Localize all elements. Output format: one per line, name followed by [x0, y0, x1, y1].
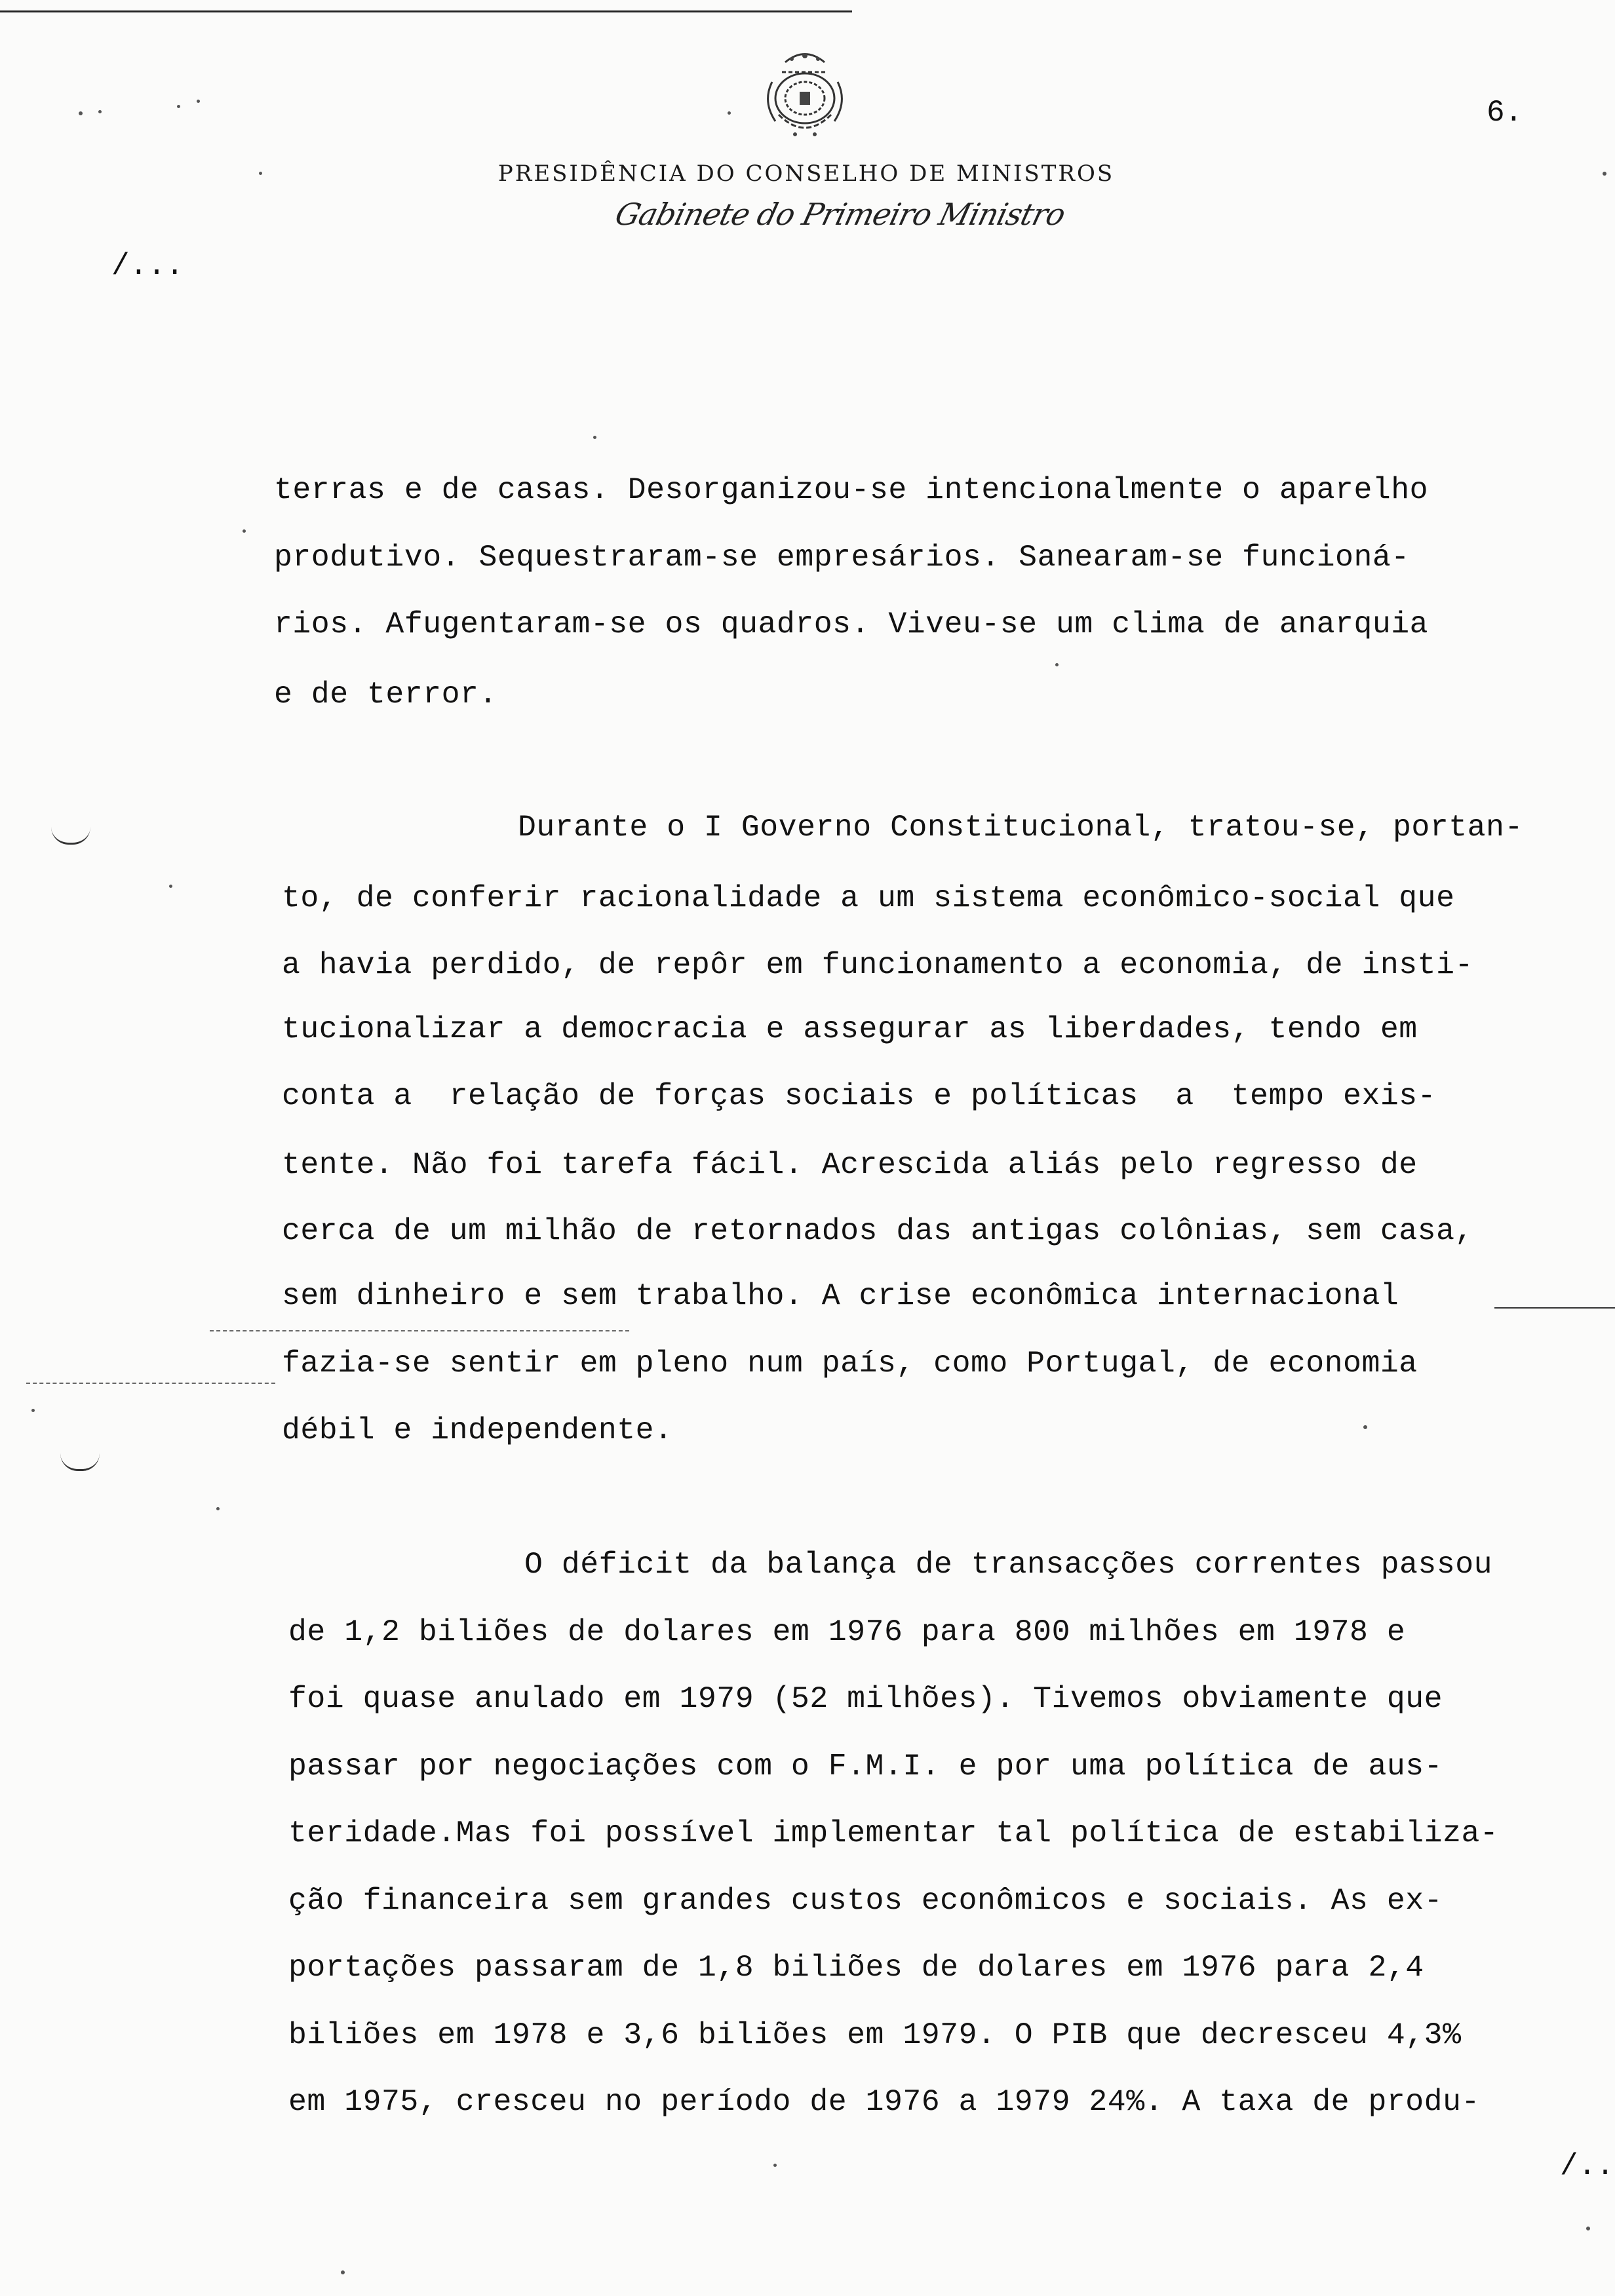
paragraph-3-line-4: passar por negociações com o F.M.I. e por uma política de aus- [288, 1749, 1443, 1784]
scan-speck [1055, 663, 1059, 666]
paragraph-2-line-4: tucionalizar a democracia e assegurar as liberdades, tendo em [282, 1012, 1418, 1046]
scan-artifact-line [26, 1383, 275, 1384]
paragraph-2-line-3: a havia perdido, de repôr em funcionamento a economia, de insti- [282, 947, 1473, 982]
scan-artifact-line [210, 1330, 629, 1331]
scan-speck [1603, 172, 1606, 176]
scan-speck [1363, 1425, 1367, 1429]
scan-speck [728, 111, 731, 115]
paragraph-2-line-5: conta a relação de forças sociais e políticas a tempo exis- [282, 1079, 1437, 1113]
scan-speck [169, 885, 172, 888]
scan-speck [593, 436, 596, 439]
paragraph-1-line-2: produtivo. Sequestraram-se empresários. Sanearam-se funcioná- [274, 540, 1410, 575]
margin-punch-mark [51, 827, 90, 845]
scan-speck [31, 1409, 35, 1412]
paragraph-3-line-2: de 1,2 biliões de dolares em 1976 para 800 milhões em 1978 e [288, 1615, 1406, 1649]
paragraph-2-line-1: Durante o I Governo Constitucional, tratou-se, portan- [518, 810, 1523, 845]
scan-speck [259, 172, 262, 175]
paragraph-3-line-6: ção financeira sem grandes custos econômicos e sociais. As ex- [288, 1883, 1443, 1918]
scan-speck [98, 110, 102, 113]
paragraph-2-line-7: cerca de um milhão de retornados das antigas colônias, sem casa, [282, 1214, 1473, 1248]
continuation-mark-top: /... [111, 249, 184, 283]
header-title: PRESIDÊNCIA DO CONSELHO DE MINISTROS [497, 161, 1115, 187]
scan-artifact-line [1494, 1307, 1615, 1309]
paragraph-1-line-1: terras e de casas. Desorganizou-se intencionalmente o aparelho [274, 472, 1429, 507]
page-number: 6. [1487, 96, 1523, 130]
scan-speck [1586, 2227, 1590, 2230]
margin-punch-mark [60, 1453, 100, 1471]
scan-speck [243, 529, 246, 533]
scan-speck [79, 111, 83, 115]
header-subtitle: Gabinete do Primeiro Ministro [612, 197, 1069, 232]
paragraph-2-line-8: sem dinheiro e sem trabalho. A crise econômica internacional [282, 1278, 1399, 1313]
top-border-line [0, 10, 852, 12]
paragraph-1-line-3: rios. Afugentaram-se os quadros. Viveu-se um clima de anarquia [274, 607, 1429, 641]
paragraph-3-line-3: foi quase anulado em 1979 (52 milhões). Tivemos obviamente que [288, 1681, 1443, 1716]
continuation-mark-bottom: /.. [1560, 2149, 1614, 2183]
scan-speck [341, 2270, 345, 2274]
scan-speck [197, 100, 200, 103]
paragraph-1-line-4: e de terror. [274, 677, 497, 712]
scan-speck [773, 2164, 777, 2167]
crest-emblem-icon [746, 36, 864, 154]
paragraph-3-line-7: portações passaram de 1,8 biliões de dolares em 1976 para 2,4 [288, 1950, 1424, 1985]
paragraph-2-line-9: fazia-se sentir em pleno num país, como Portugal, de economia [282, 1346, 1418, 1381]
paragraph-2-line-6: tente. Não foi tarefa fácil. Acrescida aliás pelo regresso de [282, 1147, 1418, 1182]
paragraph-3-line-1: O déficit da balança de transacções correntes passou [524, 1547, 1493, 1582]
paragraph-2-line-2: to, de conferir racionalidade a um sistema econômico-social que [282, 881, 1455, 915]
paragraph-3-line-9: em 1975, cresceu no período de 1976 a 1979 24%. A taxa de produ- [288, 2084, 1480, 2119]
scan-speck [216, 1507, 220, 1510]
scan-speck [177, 105, 180, 108]
paragraph-2-line-10: débil e independente. [282, 1413, 673, 1447]
paragraph-3-line-8: biliões em 1978 e 3,6 biliões em 1979. O PIB que decresceu 4,3% [288, 2018, 1462, 2052]
paragraph-3-line-5: teridade.Mas foi possível implementar tal política de estabiliza- [288, 1816, 1499, 1850]
